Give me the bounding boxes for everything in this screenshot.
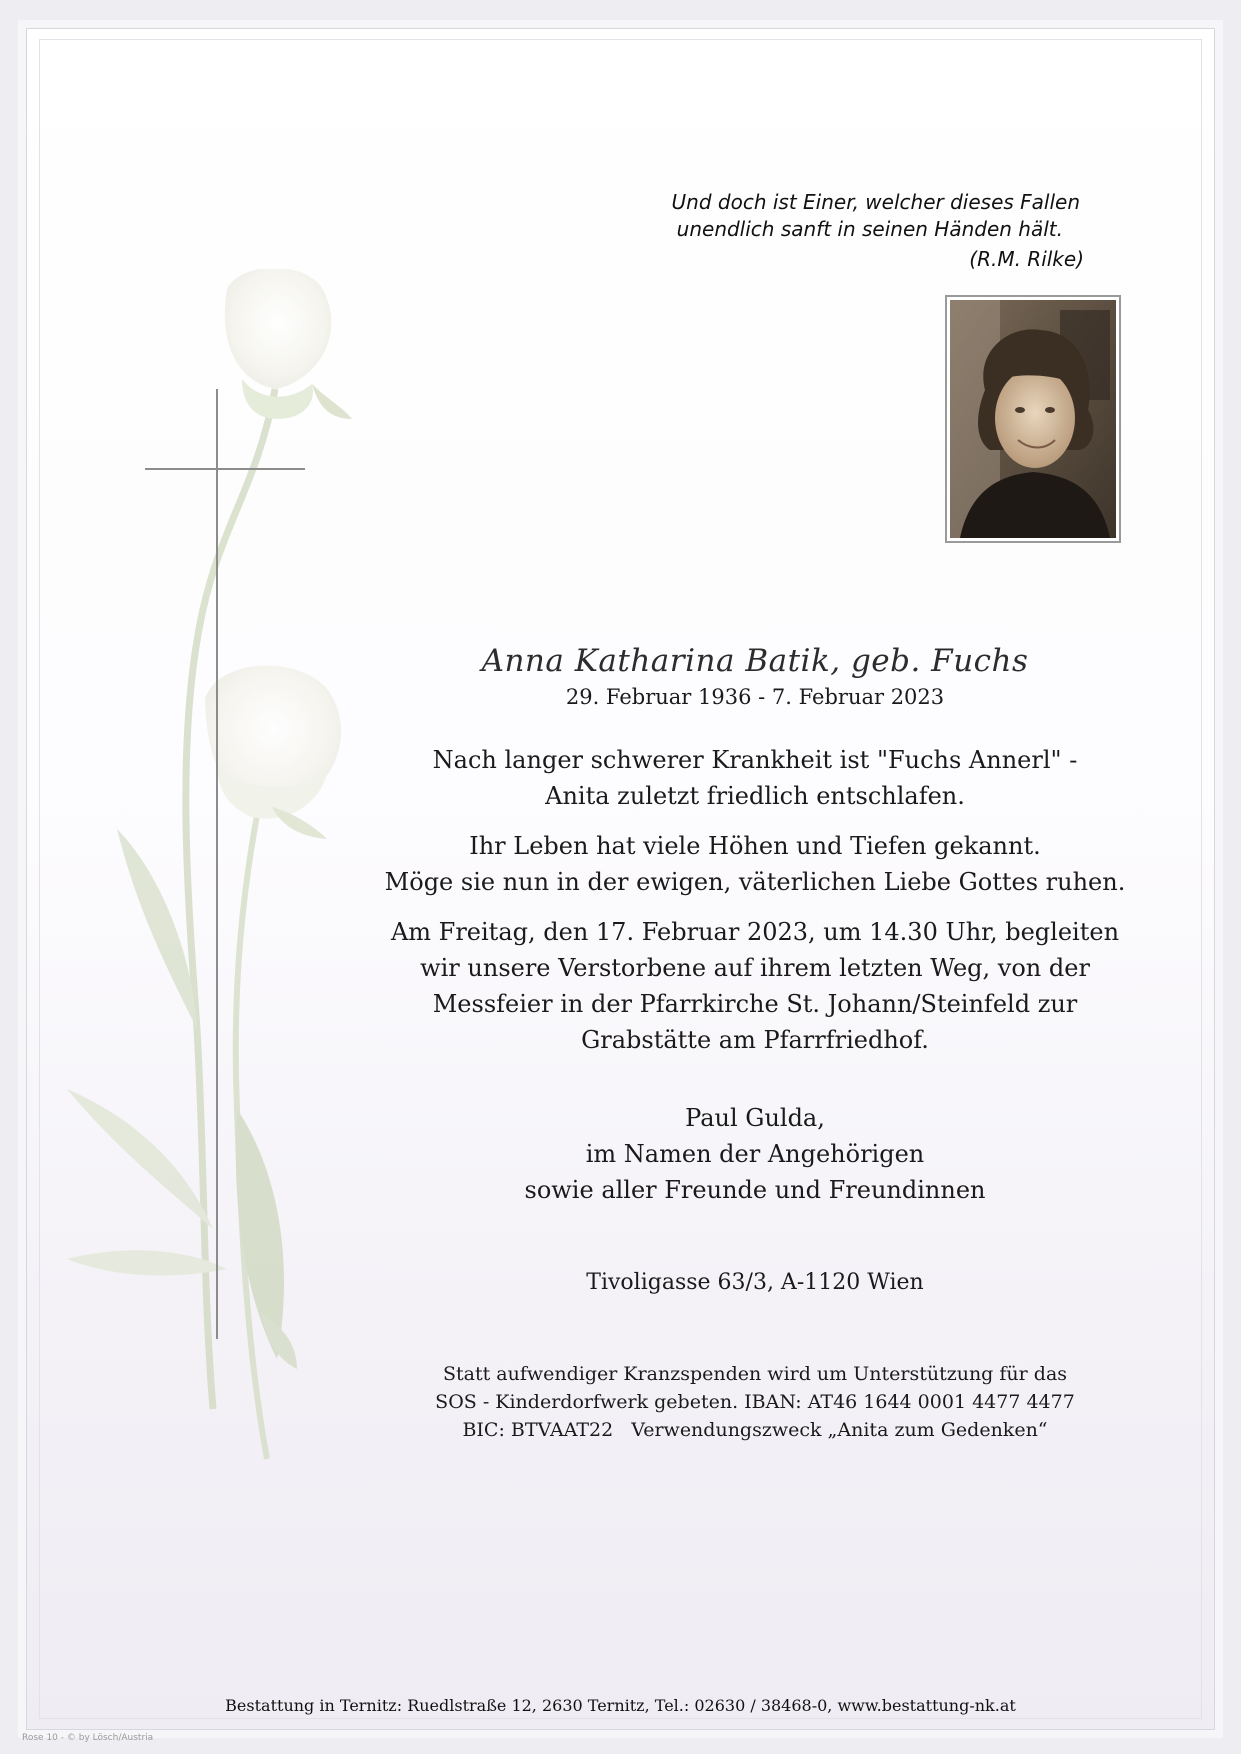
text-line: Nach langer schwerer Krankheit ist "Fuchs Annerl" - xyxy=(432,746,1078,774)
life-dates: 29. Februar 1936 - 7. Februar 2023 xyxy=(565,685,945,709)
text-line: Statt aufwendiger Kranzspenden wird um Unterstützung für das xyxy=(442,1363,1068,1385)
signatory-name: Paul Gulda, xyxy=(685,1104,825,1132)
notice-paragraph xyxy=(345,742,1165,814)
quote-line: unendlich sanft in seinen Händen hält. xyxy=(676,217,1063,241)
text-line: Grabstätte am Pfarrfriedhof. xyxy=(581,1026,929,1054)
text-line: SOS - Kinderdorfwerk gebeten. IBAN: AT46 1644 0001 4477 4477 xyxy=(435,1391,1075,1413)
text-line: im Namen der Angehörigen xyxy=(585,1140,925,1168)
text-line: Anita zuletzt friedlich entschlafen. xyxy=(545,782,965,810)
cross-icon xyxy=(145,389,305,1339)
address: Tivoligasse 63/3, A-1120 Wien xyxy=(586,1270,924,1295)
text-line: sowie aller Freunde und Freundinnen xyxy=(524,1176,986,1204)
quote-author: (R.M. Rilke) xyxy=(969,247,1084,271)
deceased-name: Anna Katharina Batik, geb. Fuchs xyxy=(481,643,1029,679)
text-line: Möge sie nun in der ewigen, väterlichen Liebe Gottes ruhen. xyxy=(384,868,1126,896)
funeral-paragraph xyxy=(345,914,1165,1058)
portrait-photo xyxy=(945,295,1121,543)
life-paragraph xyxy=(345,828,1165,900)
donation-note xyxy=(345,1360,1165,1444)
text-line: Messfeier in der Pfarrkirche St. Johann/Steinfeld zur xyxy=(432,990,1078,1018)
signature-block xyxy=(345,1100,1165,1208)
rilke-quote xyxy=(564,189,1084,273)
obituary-card xyxy=(26,28,1215,1730)
text-line: Ihr Leben hat viele Höhen und Tiefen gekannt. xyxy=(469,832,1041,860)
purpose: Verwendungszweck „Anita zum Gedenken“ xyxy=(631,1419,1048,1441)
bic: BIC: BTVAAT22 xyxy=(462,1419,614,1441)
text-line: wir unsere Verstorbene auf ihrem letzten Weg, von der xyxy=(420,954,1090,982)
text-line: Am Freitag, den 17. Februar 2023, um 14.30 Uhr, begleiten xyxy=(390,918,1120,946)
funeral-home-footer: Bestattung in Ternitz: Ruedlstraße 12, 2630 Ternitz, Tel.: 02630 / 38468-0, www.bestattung-nk.at xyxy=(225,1696,1016,1715)
quote-line: Und doch ist Einer, welcher dieses Fallen xyxy=(671,190,1080,214)
obituary-main xyxy=(345,641,1165,1444)
image-credit: Rose 10 - © by Lösch/Austria xyxy=(22,1733,154,1743)
